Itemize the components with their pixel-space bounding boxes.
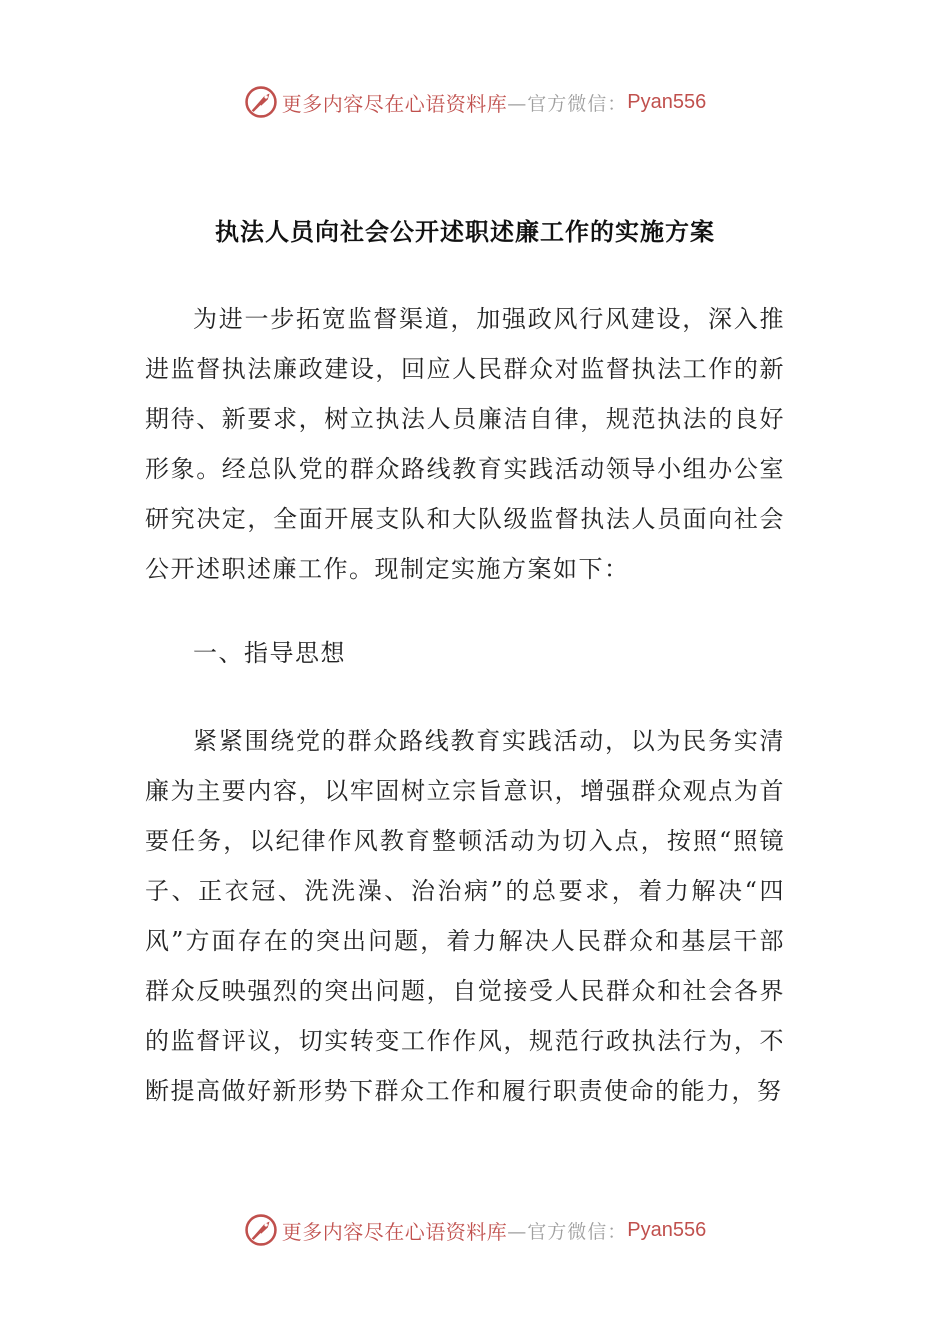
intro-paragraph: 为进一步拓宽监督渠道，加强政风行风建设，深入推进监督执法廉政建设，回应人民群众对监督执法工作的新期待、新要求，树立执法人员廉洁自律，规范执法的良好形象。经总队党的群众路线教育实践活动领导小组办公室研究决定，全面开展支队和大队级监督执法人员面向社会公开述职述廉工作。现制定实施方案如下： [145, 305, 785, 583]
watermark-main-text: 更多内容尽在心语资料库 [281, 91, 508, 116]
watermark-separator-text: —官方微信： [507, 92, 628, 115]
footer-watermark-banner [0, 1208, 950, 1252]
watermark-wechat-id: Pyan556 [627, 1218, 707, 1241]
section-paragraph: 紧紧围绕党的群众路线教育实践活动，以为民务实清廉为主要内容，以牢固树立宗旨意识，增强群众观点为首要任务，以纪律作风教育整顿活动为切入点，按照“照镜子、正衣冠、洗洗澡、治治病”的总要求，着力解决“四风”方面存在的突出问题，着力解决人民群众和基层干部群众反映强烈的突出问题，自觉接受人民群众和社会各界的监督评议，切实转变工作作风，规范行政执法行为，不断提高做好新形势下群众工作和履行职责使命的能力，努 [145, 727, 785, 1105]
header-watermark-banner [0, 80, 950, 124]
watermark-separator-text: —官方微信： [507, 1220, 628, 1243]
section-heading: 一、指导思想 [193, 639, 346, 667]
pen-nib-logo-icon [244, 1213, 278, 1247]
document-title: 执法人员向社会公开述职述廉工作的实施方案 [215, 218, 715, 246]
document-body [145, 294, 785, 1116]
watermark-main-text: 更多内容尽在心语资料库 [281, 1219, 508, 1244]
pen-nib-logo-icon [244, 85, 278, 119]
watermark-wechat-id: Pyan556 [627, 90, 707, 113]
